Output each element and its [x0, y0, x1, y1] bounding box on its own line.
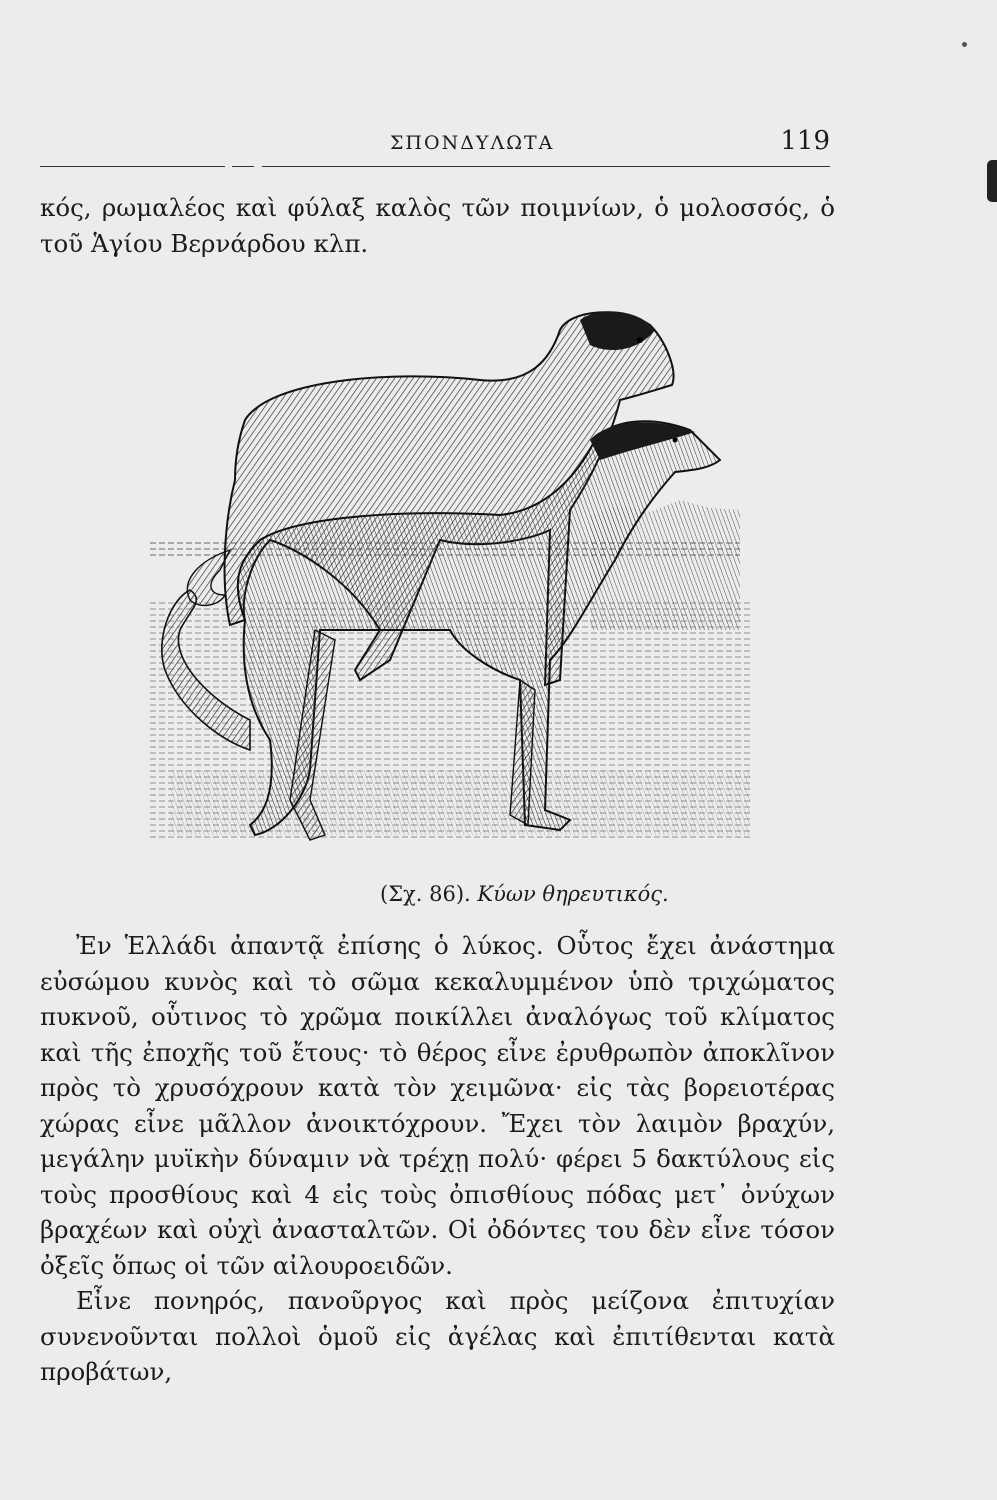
page-edge-mark — [987, 160, 997, 202]
header-rule-right — [262, 166, 830, 167]
paragraph-wolf-description: Ἐν Ἑλλάδι ἀπαντᾷ ἐπίσης ὁ λύκος. Οὗτος ἔχει ἀνάστημα εὐσώμου κυνὸς καὶ τὸ σῶμα κεκαλυμμένον ὑπὸ τριχώματος πυκνοῦ, οὗτινος τὸ χρῶμα ποικίλλει ἀναλόγως τοῦ κλίματος καὶ τῆς ἐποχῆς τοῦ ἔτους· τὸ θέρος εἶνε ἐρυθρωπὸν ἀποκλῖνον πρὸς τὸ χρυσόχρουν κατὰ τὸν χειμῶνα· εἰς τὰς βορειοτέρας χώρας εἶνε μᾶλλον ἀνοικτόχρουν. Ἔχει τὸν λαιμὸν βραχύν, μεγάλην μυϊκὴν δύναμιν νὰ τρέχῃ πολύ· φέρει 5 δακτύλους εἰς τοὺς προσθίους καὶ 4 εἰς τοὺς ὀπισθίους πόδας μετ᾽ ὀνύχων βραχέων καὶ οὐχὶ ἀνασταλτῶν. Οἱ ὀδόντες του δὲν εἶνε τόσον ὀξεῖς ὅπως οἱ τῶν αἰλουροειδῶν. — [40, 931, 835, 1280]
ink-dot — [962, 42, 967, 47]
figure-caption — [380, 882, 669, 906]
caption-number: (Σχ. 86). — [380, 882, 471, 906]
header-rule-left — [40, 166, 225, 167]
header-rule-mid — [232, 166, 254, 167]
body-text — [40, 928, 835, 1390]
top-paragraph-block — [40, 190, 835, 261]
hunting-dogs-illustration — [150, 300, 750, 860]
running-head-title: ΣΠΟΝΔΥΛΩΤΑ — [390, 132, 555, 154]
caption-title: Κύων θηρευτικός. — [477, 882, 669, 906]
running-head — [40, 126, 830, 162]
page-number: 119 — [780, 126, 830, 156]
paragraph-wolf-behavior: Εἶνε πονηρός, πανοῦργος καὶ πρὸς μείζονα ἐπιτυχίαν συνενοῦνται πολλοὶ ὁμοῦ εἰς ἀγέλας καὶ ἐπιτίθενται κατὰ προβάτων, — [40, 1286, 835, 1386]
top-paragraph: κός, ρωμαλέος καὶ φύλαξ καλὸς τῶν ποιμνίων, ὁ μολοσσός, ὁ τοῦ Ἁγίου Βερνάρδου κλπ. — [40, 193, 835, 258]
